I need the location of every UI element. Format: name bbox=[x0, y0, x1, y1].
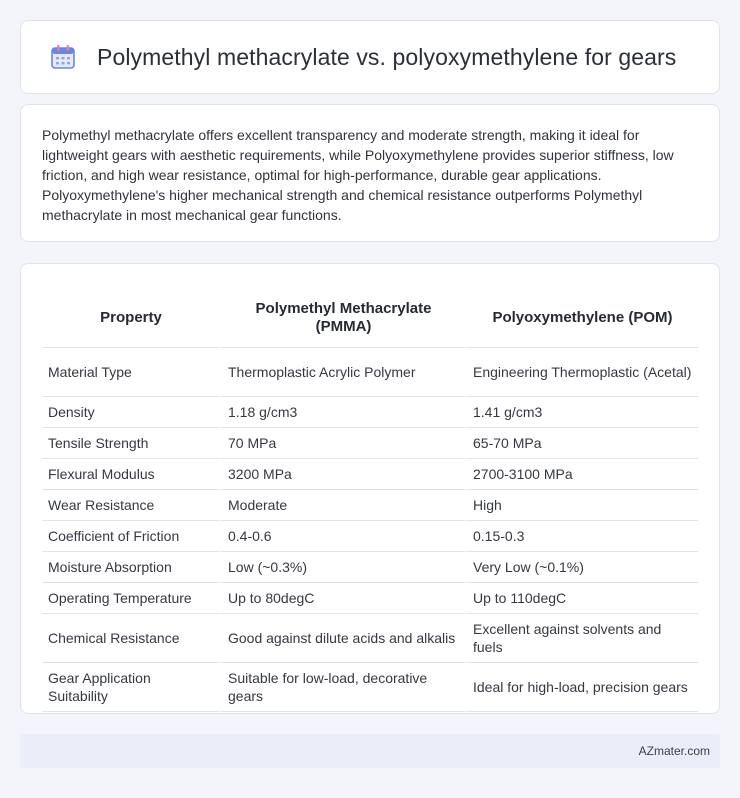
pmma-cell: Thermoplastic Acrylic Polymer bbox=[220, 348, 465, 397]
table-header-row bbox=[42, 286, 698, 348]
table-row bbox=[42, 490, 698, 521]
table-row bbox=[42, 428, 698, 459]
table-row bbox=[42, 663, 698, 712]
property-cell: Density bbox=[42, 397, 220, 428]
pmma-cell: 1.18 g/cm3 bbox=[220, 397, 465, 428]
comparison-table-card bbox=[20, 263, 720, 714]
pom-cell: 2700-3100 MPa bbox=[465, 459, 698, 490]
pom-cell: 1.41 g/cm3 bbox=[465, 397, 698, 428]
table-row bbox=[42, 348, 698, 397]
pmma-cell: 70 MPa bbox=[220, 428, 465, 459]
pom-cell: Ideal for high-load, precision gears bbox=[465, 663, 698, 712]
footer-brand: AZmater.com bbox=[638, 744, 710, 758]
pom-cell: 0.15-0.3 bbox=[465, 521, 698, 552]
table-row bbox=[42, 552, 698, 583]
pmma-cell: Low (~0.3%) bbox=[220, 552, 465, 583]
property-cell: Moisture Absorption bbox=[42, 552, 220, 583]
pom-cell: High bbox=[465, 490, 698, 521]
property-cell: Gear Application Suitability bbox=[42, 663, 220, 712]
property-cell: Tensile Strength bbox=[42, 428, 220, 459]
property-cell: Material Type bbox=[42, 348, 220, 397]
table-row bbox=[42, 459, 698, 490]
pom-cell: Very Low (~0.1%) bbox=[465, 552, 698, 583]
pom-cell: 65-70 MPa bbox=[465, 428, 698, 459]
pmma-cell: 3200 MPa bbox=[220, 459, 465, 490]
calendar-icon bbox=[49, 43, 77, 71]
column-header-pmma: Polymethyl Methacrylate (PMMA) bbox=[220, 286, 465, 348]
property-cell: Flexural Modulus bbox=[42, 459, 220, 490]
property-cell: Coefficient of Friction bbox=[42, 521, 220, 552]
pom-cell: Up to 110degC bbox=[465, 583, 698, 614]
pmma-cell: Moderate bbox=[220, 490, 465, 521]
summary-card bbox=[20, 104, 720, 242]
page-title: Polymethyl methacrylate vs. polyoxymethylene for gears bbox=[97, 43, 677, 70]
comparison-table bbox=[42, 286, 698, 712]
pmma-cell: Suitable for low-load, decorative gears bbox=[220, 663, 465, 712]
pmma-cell: Good against dilute acids and alkalis bbox=[220, 614, 465, 663]
summary-text: Polymethyl methacrylate offers excellent transparency and moderate strength, making it ideal for lightweight gears with aesthetic requirements, while Polyoxymethylene provides superior stiffness, low friction, and high wear resistance, optimal for high-performance, durable gear applications. Polyoxymethylene's higher mechanical strength and chemical resistance outperforms Polymethyl methacrylate in most mechanical gear functions. bbox=[42, 127, 674, 223]
pmma-cell: 0.4-0.6 bbox=[220, 521, 465, 552]
header-card bbox=[20, 20, 720, 94]
table-row bbox=[42, 521, 698, 552]
pmma-cell: Up to 80degC bbox=[220, 583, 465, 614]
property-cell: Wear Resistance bbox=[42, 490, 220, 521]
pom-cell: Excellent against solvents and fuels bbox=[465, 614, 698, 663]
pom-cell: Engineering Thermoplastic (Acetal) bbox=[465, 348, 698, 397]
table-row bbox=[42, 614, 698, 663]
column-header-property: Property bbox=[42, 286, 220, 348]
footer bbox=[20, 734, 720, 768]
column-header-pom: Polyoxymethylene (POM) bbox=[465, 286, 698, 348]
property-cell: Operating Temperature bbox=[42, 583, 220, 614]
table-row bbox=[42, 397, 698, 428]
table-row bbox=[42, 583, 698, 614]
property-cell: Chemical Resistance bbox=[42, 614, 220, 663]
